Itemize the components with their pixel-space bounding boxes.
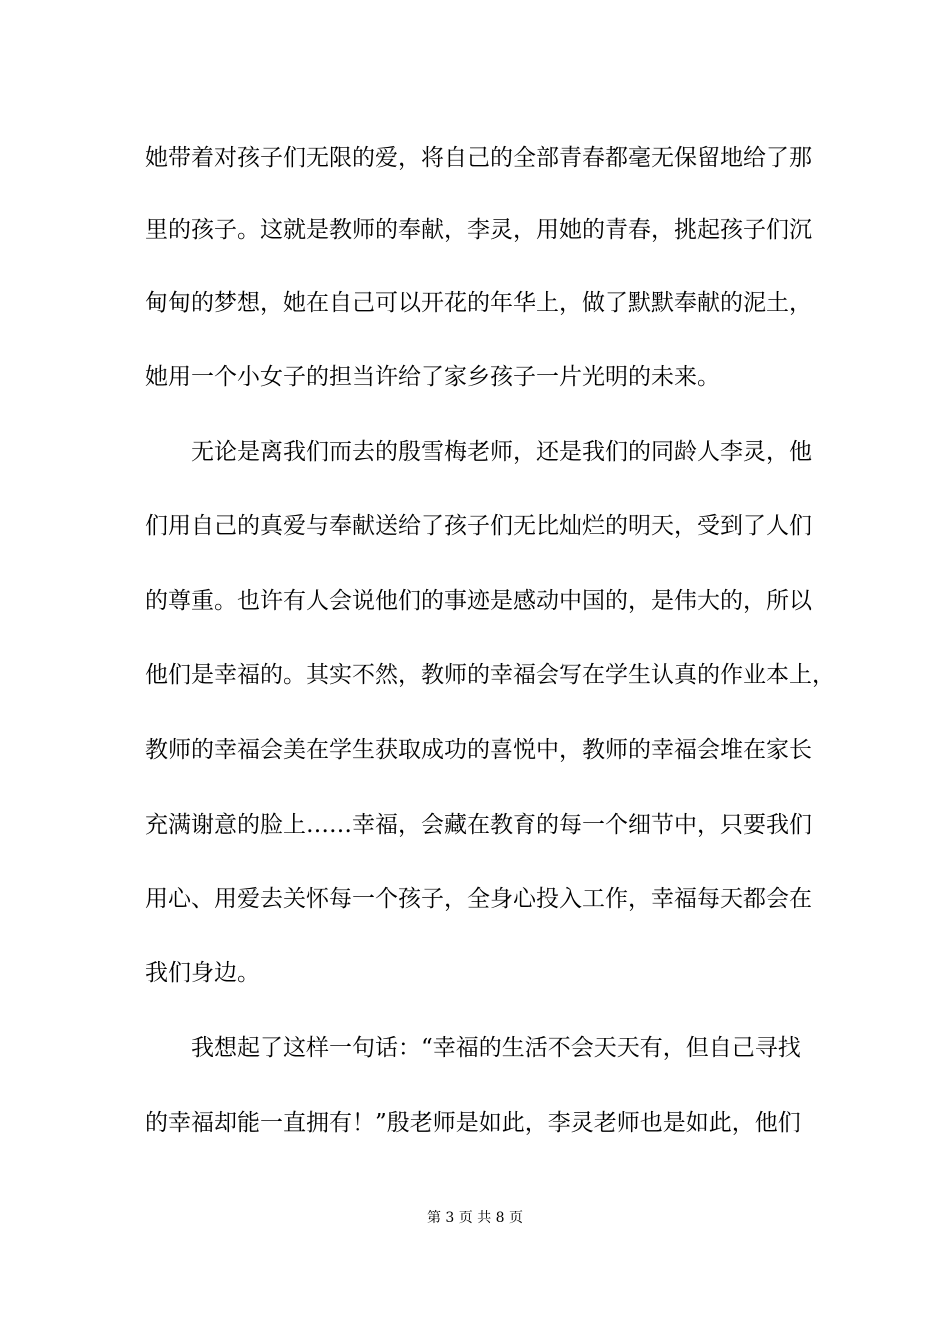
text-line: 的尊重。也许有人会说他们的事迹是感动中国的，是伟大的，所以 <box>145 588 812 614</box>
text-line: 里的孩子。这就是教师的奉献，李灵，用她的青春，挑起孩子们沉 <box>145 217 812 243</box>
text-line: 我们身边。 <box>145 960 260 986</box>
text-line: 他们是幸福的。其实不然，教师的幸福会写在学生认真的作业本上， <box>145 662 835 688</box>
text-line: 充满谢意的脸上……幸福，会藏在教育的每一个细节中，只要我们 <box>145 812 812 838</box>
paragraph-start-line: 无论是离我们而去的殷雪梅老师，还是我们的同龄人李灵，他 <box>191 439 812 465</box>
text-line: 她用一个小女子的担当许给了家乡孩子一片光明的未来。 <box>145 364 720 390</box>
text-line: 的幸福却能一直拥有！”殷老师是如此，李灵老师也是如此，他们 <box>145 1110 801 1136</box>
paragraph-start-line: 我想起了这样一句话：“幸福的生活不会天天有，但自己寻找 <box>191 1035 801 1061</box>
text-line: 们用自己的真爱与奉献送给了孩子们无比灿烂的明天，受到了人们 <box>145 513 812 539</box>
page-number-footer: 第 3 页 共 8 页 <box>426 1210 524 1226</box>
text-line: 教师的幸福会美在学生获取成功的喜悦中，教师的幸福会堆在家长 <box>145 737 812 763</box>
text-line: 用心、用爱去关怀每一个孩子，全身心投入工作，幸福每天都会在 <box>145 886 812 912</box>
text-line: 她带着对孩子们无限的爱，将自己的全部青春都毫无保留地给了那 <box>145 145 812 171</box>
text-line: 甸甸的梦想，她在自己可以开花的年华上，做了默默奉献的泥土， <box>145 290 812 316</box>
